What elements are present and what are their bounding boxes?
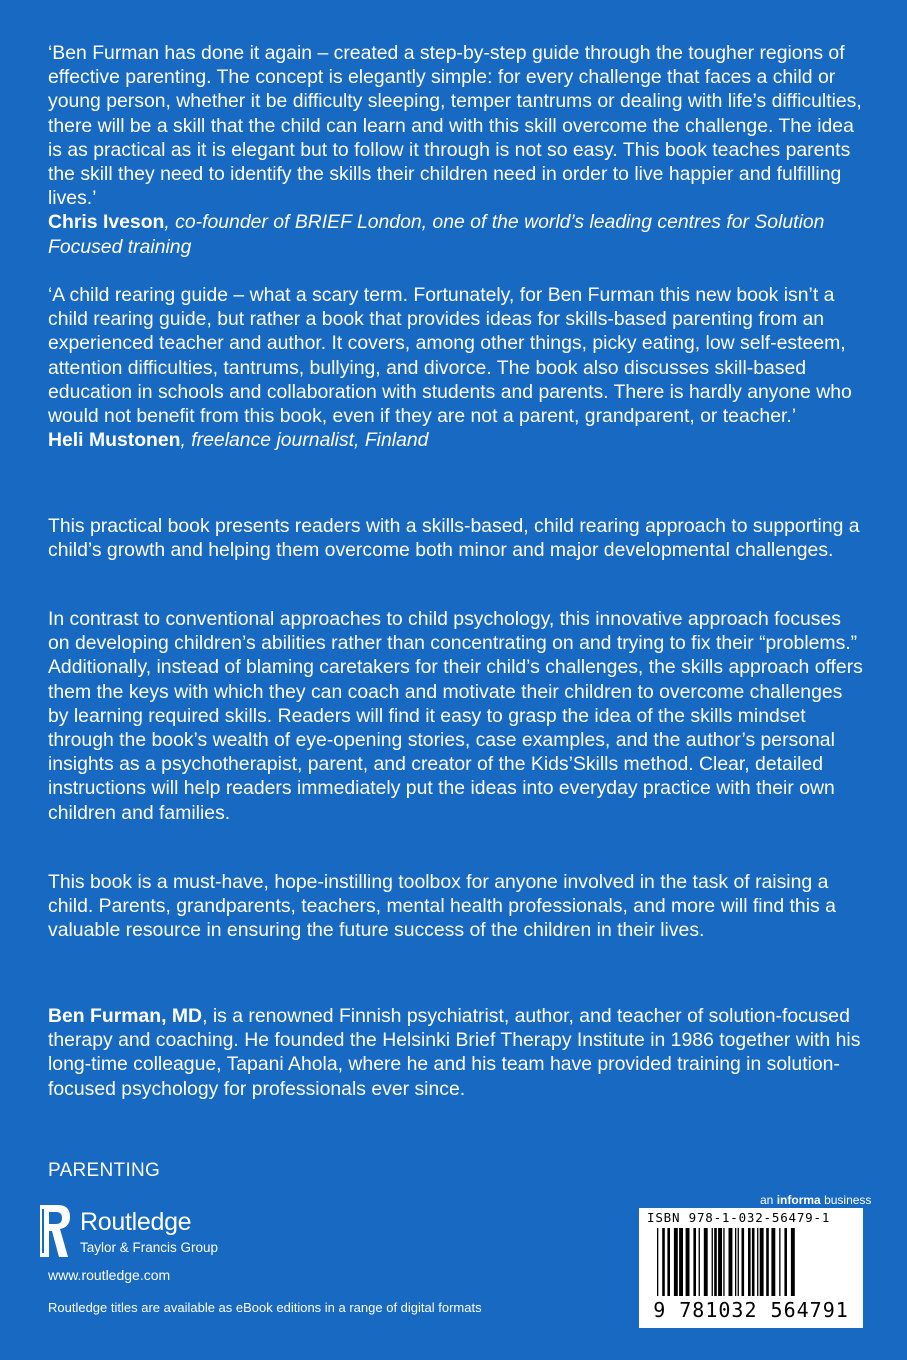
barcode-bar [771,1228,775,1296]
barcode-bar [704,1228,708,1296]
barcode-bar [657,1228,658,1296]
barcode-bar [735,1228,736,1296]
barcode-bar [757,1228,758,1296]
barcode-bar [662,1228,665,1296]
barcode-bar [738,1228,739,1296]
author-name: Ben Furman, MD [48,1005,203,1027]
informa-business-label: an informa business [760,1193,872,1207]
barcode-bars [653,1228,849,1300]
quote-affiliation: , freelance journalist, Finland [180,429,429,452]
description-paragraph-1: This practical book presents readers with a skills-based, child rearing approach to supporting a child’s growth and helping them overcome both minor and major developmental challenges. [48,515,860,562]
quote-affiliation: , co-founder of BRIEF London, one of the world’s leading centres for Solution Focused training [48,211,825,258]
publisher-name: Routledge [80,1208,192,1236]
barcode-bar [679,1228,683,1296]
quote-author: Chris Iveson [48,211,165,234]
barcode-bar [784,1228,787,1296]
barcode-bar [752,1228,755,1296]
isbn-label: ISBN 978-1-032-56479-1 [647,1210,831,1225]
description-paragraph-3: This book is a must-have, hope-instilling toolbox for anyone involved in the task of raising a child. Parents, grandparents, teachers, mental health professionals, and more will find this a valuable resource in ensuring the future success of the children in their lives. [48,871,836,942]
barcode-bar [748,1228,751,1296]
endorsement-quote-1 [48,41,863,259]
barcode-bar [779,1228,780,1296]
barcode-bar [791,1228,795,1296]
author-bio [48,1004,863,1101]
barcode-bar [729,1228,733,1296]
barcode-bar [686,1228,690,1296]
description-paragraph-2: In contrast to conventional approaches to child psychology, this innovative approach focuses on developing children’s abilities rather than concentrating on and trying to fix their “problems.” Additionally, instead of blaming caretakers for their child’s challenges, the skills approach offers them the keys with which they can coach and motivate their children to overcome challenges by learning required skills. Readers will find it easy to grasp the idea of the skills mindset through the book’s wealth of eye-opening stories, case examples, and the author’s personal insights as a psychotherapist, parent, and creator of the Kids’Skills method. Clear, detailed instructions will help readers immediately put the ideas into everyday practice with their own children and families. [48,608,863,824]
endorsement-quote-2 [48,283,863,452]
barcode-bar [742,1228,745,1296]
isbn-barcode [639,1208,863,1328]
barcode-bar [718,1228,722,1296]
barcode-bar [766,1228,769,1296]
barcode-bar [723,1228,724,1296]
category-label: PARENTING [48,1160,161,1181]
quote-author: Heli Mustonen [48,429,181,452]
barcode-bar [693,1228,696,1296]
publisher-group: Taylor & Francis Group [80,1240,219,1255]
barcode-bar [714,1228,717,1296]
barcode-bar [699,1228,700,1296]
publisher-url[interactable]: www.routledge.com [48,1267,171,1283]
ebook-note: Routledge titles are available as eBook editions in a range of digital formats [48,1300,482,1315]
barcode-bar [712,1228,713,1296]
routledge-logo-icon [40,1205,70,1257]
barcode-bar [760,1228,764,1296]
barcode-digits: 9 781032 564791 [653,1298,849,1322]
barcode-bar [667,1228,670,1296]
quote-text: ‘A child rearing guide – what a scary term. Fortunately, for Ben Furman this new book isn’t a child rearing guide, but rather a book that provides ideas for skills-based parenting from an experienced teacher and author. It covers, among other things, picky eating, low self-esteem, attention difficulties, tantrums, bullying, and divorce. The book also discusses skill-based education in schools and collaboration with students and parents. There is hardly anyone who would not benefit from this book, even if they are not a parent, grandparent, or teacher.’ [48,284,852,428]
barcode-bar [674,1228,678,1296]
quote-text: ‘Ben Furman has done it again – created a step-by-step guide through the tougher regions of effective parenting. The concept is elegantly simple: for every challenge that faces a child or young person, whether it be difficulty sleeping, temper tantrums or dealing with life’s difficulties, there will be a skill that the child can learn and with this skill overcome the challenge. The idea is as practical as it is elegant but to follow it through is not so easy. This book teaches parents the skill they need to identify the skills their children need in order to live happier and fulfilling lives.’ [48,42,862,210]
author-bio-text: , is a renowned Finnish psychiatrist, author, and teacher of solution-focused therapy and coaching. He founded the Helsinki Brief Therapy Institute in 1986 together with his long-time colleague, Tapani Ahola, where he and his team have provided training in solution-focused psychology for professionals ever since. [48,1005,861,1100]
